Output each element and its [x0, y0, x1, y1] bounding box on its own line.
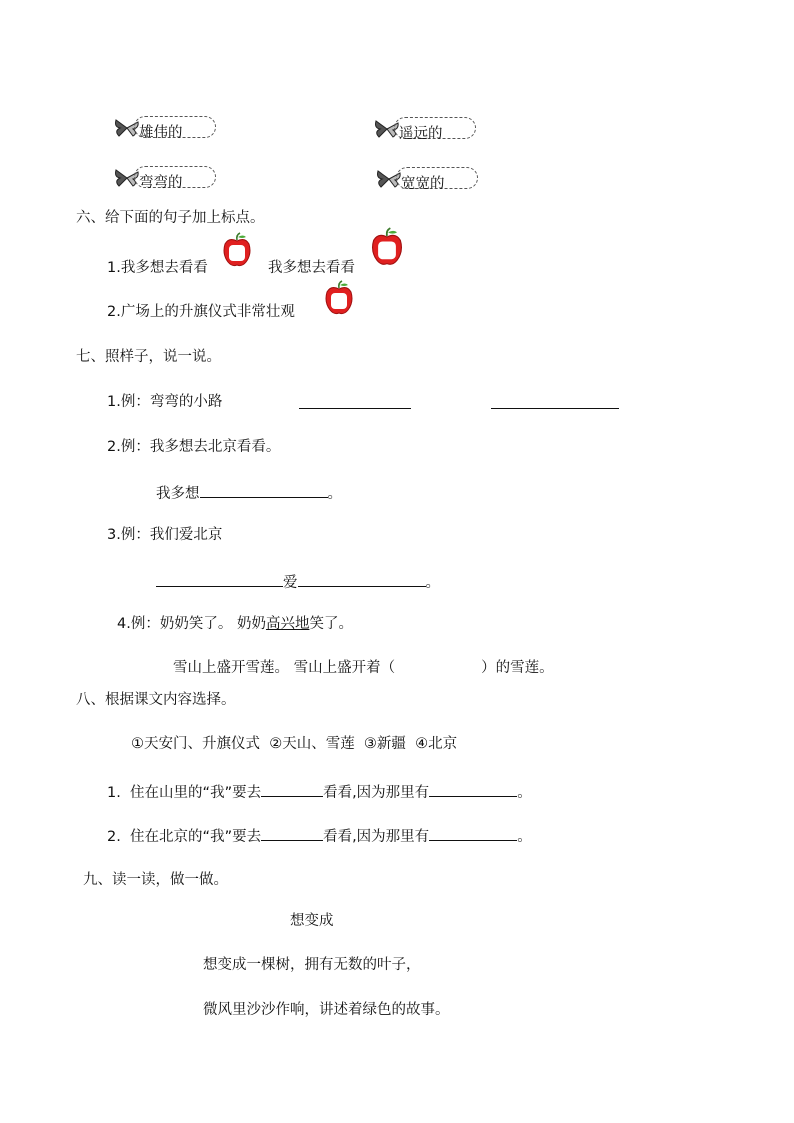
sec7-q4-line2	[173, 661, 554, 676]
sec7-q3-blank-1[interactable]	[156, 572, 283, 587]
sec6-q2: 2.广场上的升旗仪式非常壮观	[107, 304, 295, 320]
sec8-q2-b: 看看,因为那里有	[323, 829, 430, 845]
word-tag-label: 雄伟的	[139, 125, 183, 141]
apple-icon[interactable]	[370, 227, 404, 267]
poem-line-2: 微风里沙沙作响，讲述着绿色的故事。	[203, 1002, 450, 1018]
sec8-q2	[107, 826, 532, 845]
sec7-q4-line2-a: 雪山上盛开雪莲。 雪山上盛开着（	[173, 660, 396, 676]
sec7-q3-blank-2[interactable]	[298, 572, 426, 587]
sec8-q1-blank-1[interactable]	[261, 782, 323, 797]
word-tag-label: 弯弯的	[139, 175, 183, 191]
sec8-q2-a: 2. 住在北京的“我”要去	[107, 829, 262, 845]
sec7-q4	[117, 617, 353, 632]
word-tag-pill	[394, 117, 476, 142]
word-tag-1	[114, 116, 224, 140]
sec7-q4-line2-b: ）的雪莲。	[481, 660, 554, 676]
sec8-q1-a: 1. 住在山里的“我”要去	[107, 785, 262, 801]
sec7-q3: 3.例：我们爱北京	[107, 527, 223, 543]
sec6-q1-part1: 1.我多想去看看	[107, 260, 208, 276]
sec7-q3-end: 。	[425, 575, 440, 591]
sec7-q4-a: 4.例：奶奶笑了。 奶奶	[117, 616, 266, 632]
sec7-q2: 2.例：我多想去北京看看。	[107, 439, 281, 455]
apple-icon[interactable]	[324, 280, 354, 316]
sec7-q2-line-end: 。	[327, 486, 342, 502]
poem-title: 想变成	[290, 913, 334, 929]
sec8-q2-blank-1[interactable]	[261, 826, 323, 841]
sec7-q2-blank[interactable]	[200, 483, 328, 498]
section-8-title: 八、根据课文内容选择。	[76, 692, 236, 708]
section-9-title: 九、读一读，做一做。	[83, 872, 228, 888]
word-tag-4	[376, 167, 486, 191]
sec7-q3-mid: 爱	[283, 575, 298, 591]
poem-line-1: 想变成一棵树，拥有无数的叶子，	[203, 957, 421, 973]
sec8-q1-c: 。	[517, 785, 532, 801]
sec8-q1-blank-2[interactable]	[429, 782, 517, 797]
sec8-q2-blank-2[interactable]	[429, 826, 517, 841]
sec8-options: ①天安门、升旗仪式 ②天山、雪莲 ③新疆 ④北京	[131, 736, 458, 752]
word-tag-label: 遥远的	[399, 126, 443, 142]
word-tag-2	[374, 117, 484, 141]
sec7-q3-line	[156, 572, 440, 591]
sec7-q4-b: 笑了。	[309, 616, 353, 632]
word-tag-label: 宽宽的	[401, 176, 445, 192]
word-tag-pill	[134, 166, 216, 191]
word-tag-pill	[396, 167, 478, 192]
apple-icon[interactable]	[222, 232, 252, 268]
sec8-q1-b: 看看,因为那里有	[323, 785, 430, 801]
word-tag-pill	[134, 116, 216, 141]
sec8-q2-c: 。	[517, 829, 532, 845]
sec7-q1-blank-1[interactable]	[299, 394, 411, 409]
sec7-q1: 1.例：弯弯的小路	[107, 394, 223, 410]
sec7-q1-blank-2[interactable]	[491, 394, 619, 409]
word-tag-3	[114, 166, 224, 190]
sec8-q1	[107, 782, 532, 801]
section-7-title: 七、照样子，说一说。	[76, 349, 221, 365]
section-6-title: 六、给下面的句子加上标点。	[76, 210, 265, 226]
sec6-q1-part2: 我多想去看看	[268, 260, 355, 276]
sec7-q2-line	[156, 483, 342, 502]
sec7-q4-underlined: 高兴地	[265, 616, 310, 632]
sec7-q2-line-start: 我多想	[156, 486, 200, 502]
